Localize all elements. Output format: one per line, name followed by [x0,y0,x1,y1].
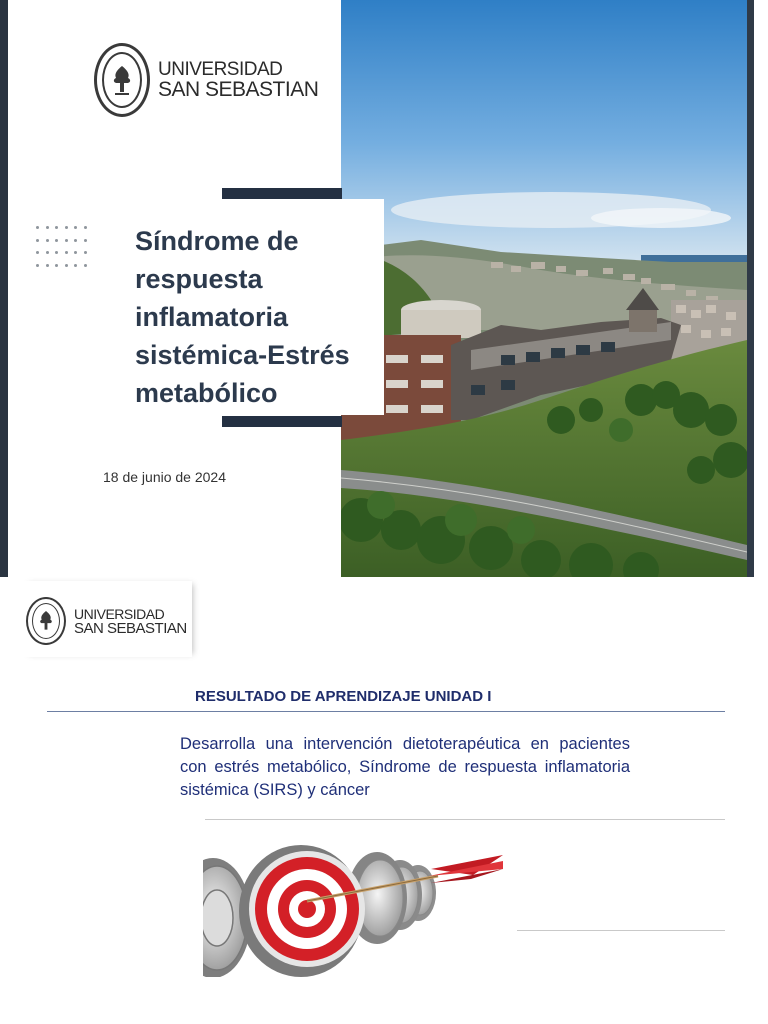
decorative-dot [46,226,49,229]
decorative-dot [36,251,39,254]
divider-line-short [517,930,725,931]
decorative-dot [74,251,77,254]
university-logo [94,43,318,117]
decorative-dot [36,226,39,229]
decorative-dot [55,239,58,242]
decorative-dot [36,264,39,267]
decorative-dot [46,239,49,242]
decorative-dot [55,251,58,254]
slide-title: Síndrome de respuesta inflamatoria sistémica-Estrés metabólico [135,226,350,408]
archery-target-arrow-image [203,843,513,977]
decorative-dot [46,264,49,267]
decorative-dot [74,239,77,242]
decorative-dot [84,264,87,267]
logo-panel [22,581,192,657]
university-seal-icon [94,43,150,117]
learning-outcome-text: Desarrolla una intervención dietoterapéutica en pacientes con estrés metabólico, Síndrome de respuesta inflamatoria sistémica (SIRS) y cáncer [180,735,630,799]
dot-grid-decoration [36,226,92,274]
presentation-date: 18 de junio de 2024 [103,469,226,485]
university-logo-small [26,597,187,645]
university-name-line2: SAN SEBASTIAN [158,78,319,101]
decorative-dot [55,264,58,267]
university-name-line1: UNIVERSIDAD [158,59,283,80]
decorative-dot [84,226,87,229]
section-heading: RESULTADO DE APRENDIZAJE UNIDAD I [195,688,492,705]
university-name-line1: UNIVERSIDAD [74,605,165,622]
decorative-dot [55,226,58,229]
decorative-dot [36,239,39,242]
title-accent-bar-bottom [222,416,342,427]
campus-photo [341,0,747,577]
decorative-dot [74,264,77,267]
heading-underline [47,711,725,712]
right-edge-bar [747,0,754,577]
title-accent-bar-top [222,188,342,199]
left-edge-bar [0,0,8,577]
decorative-dot [84,251,87,254]
decorative-dot [65,264,68,267]
decorative-dot [46,251,49,254]
decorative-dot [65,239,68,242]
university-seal-icon [26,597,66,645]
decorative-dot [65,251,68,254]
divider-line [205,819,725,820]
university-name-line2: SAN SEBASTIAN [74,619,187,637]
learning-outcome-slide [0,577,768,1024]
decorative-dot [84,239,87,242]
decorative-dot [65,226,68,229]
decorative-dot [74,226,77,229]
